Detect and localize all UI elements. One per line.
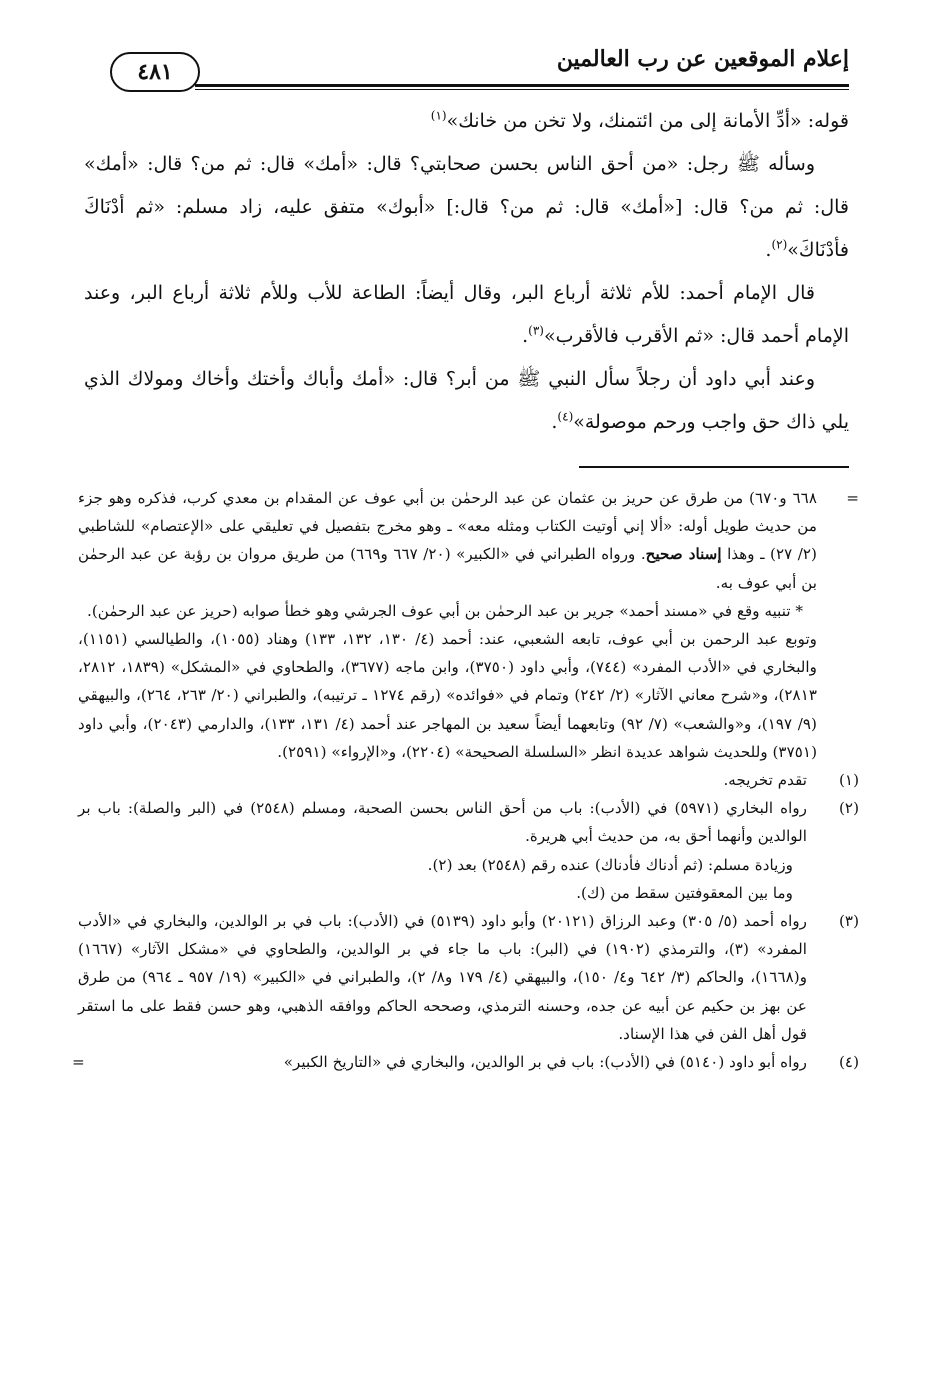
main-text — [84, 100, 849, 444]
running-header — [110, 40, 849, 92]
paragraph-1: قوله: «أدِّ الأمانة إلى من ائتمنك، ولا تخن من خانك»$^{(١)}$ — [430, 108, 849, 132]
footnote-continuation: = ٦٦٨ و٦٧٠) من طرق عن حريز بن عثمان عن عبد الرحمٰن بن أبي عوف عن المقدام بن معدي كرب، فذكره وهو جزء من حديث طويل أوله: «ألا إني أوتيت الكتاب ومثله معه» ـ وهو مخرج بتفصيل في تعليقي على «الإعتصام» للشاطبي (٢/ ٢٧) ـ وهذا إسناد صحيح. ورواه الطبراني في «الكبير» (٢٠/ ٦٦٧ و٦٦٩) من طريق مروان بن رؤبة عن عبد الرحمٰن بن أبي عوف به. — [78, 484, 859, 597]
footnote-divider — [579, 466, 849, 468]
header-rule-thin — [195, 89, 849, 90]
footnote-number: (٣) — [838, 912, 859, 931]
continuation-mark-end: = — [72, 1053, 85, 1072]
paragraph-2: وسأله ﷺ رجل: «من أحق الناس بحسن صحابتي؟ قال: «أمك» قال: ثم من؟ قال: «أمك» قال: ثم من؟ قال: [«أمك» قال: ثم من؟ قال:] «أبوك» متفق عليه، زاد مسلم: «ثم أدْنَاكَ فأدْنَاكَ»$^{(٢)}$. — [84, 153, 849, 261]
footnote-ref-4: (٤) — [557, 409, 574, 424]
continuation-mark: = — [846, 489, 859, 507]
footnote-4: (٤) رواه أبو داود (٥١٤٠) في (الأدب): باب في بر الوالدين، والبخاري في «التاريخ الكبير» = — [78, 1048, 859, 1076]
footnote-number: (١) — [838, 771, 859, 790]
book-title: إعلام الموقعين عن رب العالمين — [556, 46, 849, 72]
footnote-1: (١) تقدم تخريجه. — [78, 766, 859, 794]
footnotes — [72, 484, 859, 1076]
header-rule — [195, 84, 849, 87]
footnote-2: (٢) رواه البخاري (٥٩٧١) في (الأدب): باب من أحق الناس بحسن الصحبة، ومسلم (٢٥٤٨) في (البر والصلة): باب بر الوالدين وأنهما أحق به، من حديث أبي هريرة. وزيادة مسلم: (ثم أدناك فأدناك) عنده رقم (٢٥٤٨) بعد (٢). وما بين المعقوفتين سقط من (ك). — [78, 794, 859, 907]
page-number: ٤٨١ — [110, 52, 200, 92]
footnote-note: * تنبيه وقع في «مسند أحمد» جرير بن عبد الرحمٰن بن أبي عوف الجرشي وهو خطأ صوابه (حريز عن عبد الرحمٰن). — [87, 601, 803, 620]
footnote-corroboration: وتوبع عبد الرحمن بن أبي عوف، تابعه الشعبي، عند: أحمد (٤/ ١٣٠، ١٣٢، ١٣٣) وهناد (١٠٥٥)، والطيالسي (١١٥١)، والبخاري في «الأدب المفرد» (٧٤٤)، وأبي داود (٣٧٥٠)، وابن ماجه (٣٦٧٧)، والطحاوي في «المشكل» (١٨٣٩، ٢٨١٢، ٢٨١٣)، و«شرح معاني الآثار» (٢/ ٢٤٢) وتمام في «فوائده» (رقم ١٢٧٤ ـ ترتيبه)، والطبراني (٢٠/ ٢٦٣، ٢٦٤)، والبيهقي (٩/ ١٩٧)، و«والشعب» (٧/ ٩٢) وتابعهما أيضاً سعيد بن المهاجر عند أحمد (٤/ ١٣١، ١٣٣)، والدارمي (٢٠٤٣)، وأبي داود (٣٧٥١) وللحديث شواهد عديدة انظر «السلسلة الصحيحة» (٢٢٠٤)، و«الإرواء» (٢٥٩١). — [78, 630, 818, 761]
footnote-ref-2: (٢) — [771, 237, 788, 252]
footnote-number: (٢) — [838, 799, 859, 818]
footnote-ref-3: (٣) — [528, 323, 544, 338]
grading-emphasis: إسناد صحيح — [645, 545, 722, 564]
footnote-number: (٤) — [838, 1053, 859, 1072]
footnote-3: (٣) رواه أحمد (٥/ ٣٠٥) وعبد الرزاق (٢٠١٢١) وأبو داود (٥١٣٩) في (الأدب): باب في بر الوالدين، والبخاري في «الأدب المفرد» (٣)، والترمذي (١٩٠٢) في (البر): باب ما جاء في بر الوالدين، والطحاوي في «مشكل الآثار» (١٦٦٧) و(١٦٦٨)، والحاكم (٣/ ٦٤٢ و٤/ ١٥٠)، والبيهقي (٤/ ١٧٩ و٨/ ٢)، والطبراني في «الكبير» (١٩/ ٩٥٧ ـ ٩٦٤) من طرق عن بهز بن حكيم عن أبيه عن جده، وحسنه الترمذي، وصححه الحاكم ووافقه الذهبي، وهو حسن فقط على ما استقر قول أهل الفن في هذا الإسناد. — [78, 907, 859, 1048]
paragraph-3: قال الإمام أحمد: للأم ثلاثة أرباع البر، وقال أيضاً: الطاعة للأب وللأم ثلاثة أرباع البر، وعند الإمام أحمد قال: «ثم الأقرب فالأقرب»$^{(٣)}$. — [84, 282, 849, 347]
footnote-ref-1: (١) — [430, 108, 447, 123]
paragraph-4: وعند أبي داود أن رجلاً سأل النبي ﷺ من أبر؟ قال: «أمك وأباك وأختك وأخاك ومولاك الذي يلي ذاك حق واجب ورحم موصولة»$^{(٤)}$. — [84, 368, 849, 433]
